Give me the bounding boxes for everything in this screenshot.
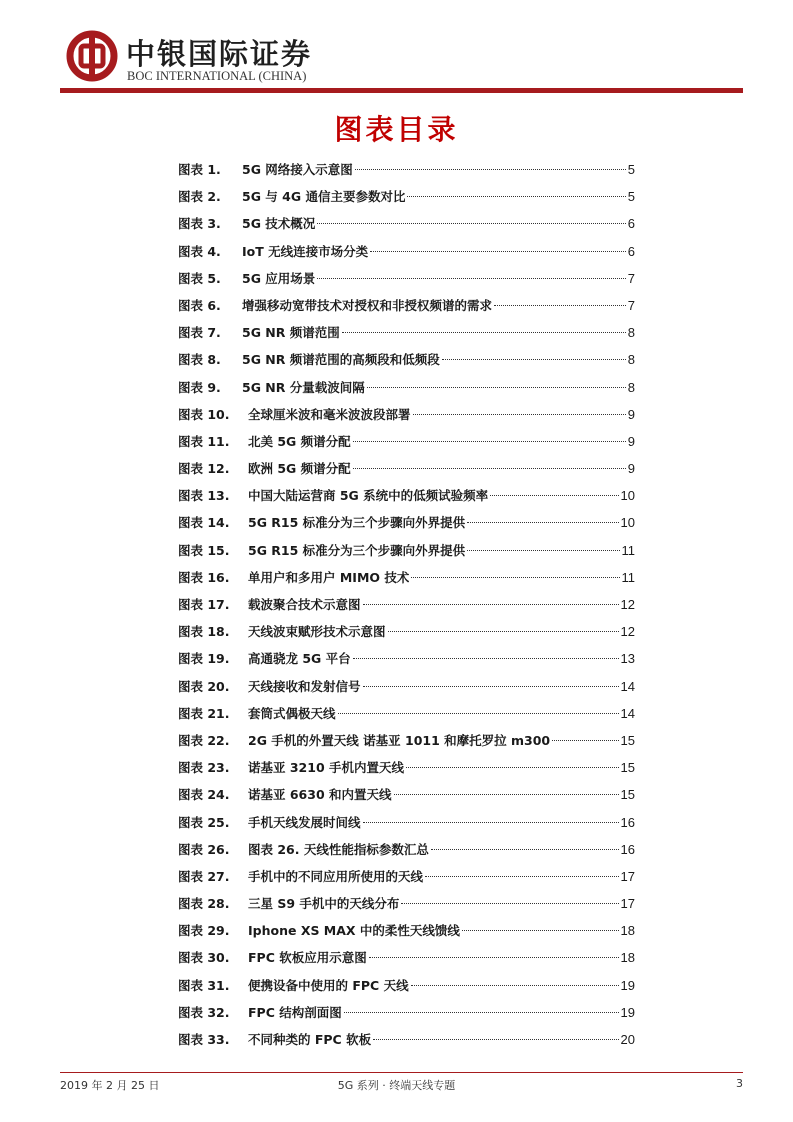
toc-entry[interactable]: [178, 210, 635, 237]
toc-entry-number: 图表 18.: [178, 624, 230, 640]
toc-entry-number: 图表 10.: [178, 406, 230, 422]
toc-entry-page: 6: [627, 216, 635, 232]
toc-entry-page: 14: [620, 678, 635, 694]
toc-entry[interactable]: [178, 890, 635, 917]
toc-entry-number: 图表 32.: [178, 1004, 230, 1020]
toc-entry-title[interactable]: 单用户和多用户 MIMO 技术: [248, 569, 410, 585]
toc-entry[interactable]: [178, 1026, 635, 1053]
toc-entry[interactable]: [178, 754, 635, 781]
toc-entry-page: 13: [620, 651, 635, 667]
footer-series-title: 5G 系列 · 终端天线专题: [337, 1079, 456, 1092]
toc-entry-title[interactable]: 套筒式偶极天线: [248, 705, 336, 721]
toc-entry-number: 图表 33.: [178, 1032, 230, 1047]
toc-entry-title[interactable]: 5G 技术概况: [242, 216, 316, 232]
toc-entry[interactable]: [178, 482, 635, 509]
toc-entry-title[interactable]: 手机中的不同应用所使用的天线: [248, 868, 424, 884]
toc-entry-page: 7: [627, 270, 635, 286]
toc-entry-title[interactable]: FPC 结构剖面图: [248, 1004, 342, 1020]
toc-entry[interactable]: [178, 564, 635, 591]
toc-entry-number: 图表 5.: [178, 270, 221, 286]
toc-entry-title[interactable]: 2G 手机的外置天线 诺基亚 1011 和摩托罗拉 m300: [248, 732, 551, 748]
toc-entry-page: 19: [620, 1004, 635, 1020]
toc-entry[interactable]: [178, 972, 635, 999]
toc-dot-leader: [394, 794, 619, 795]
toc-entry-title[interactable]: 诺基亚 6630 和内置天线: [248, 787, 392, 803]
toc-entry-page: 6: [627, 243, 635, 259]
toc-entry-number: 图表 30.: [178, 950, 230, 966]
toc-entry[interactable]: [178, 999, 635, 1026]
toc-entry-title[interactable]: 北美 5G 频谱分配: [248, 433, 351, 449]
toc-entry-number: 图表 15.: [178, 542, 230, 558]
toc-dot-leader: [425, 876, 619, 877]
toc-entry-number: 图表 29.: [178, 923, 230, 939]
boc-logo-icon: [66, 30, 118, 82]
toc-entry-number: 图表 11.: [178, 433, 230, 449]
toc-entry-title[interactable]: 5G NR 分量载波间隔: [242, 379, 365, 395]
toc-dot-leader: [342, 332, 626, 333]
toc-entry-page: 11: [621, 542, 635, 558]
toc-entry-title[interactable]: 中国大陆运营商 5G 系统中的低频试验频率: [248, 488, 489, 504]
toc-dot-leader: [363, 604, 619, 605]
footer-page-number: 3: [736, 1077, 743, 1090]
toc-dot-leader: [370, 251, 626, 252]
toc-entry-title[interactable]: 5G 与 4G 通信主要参数对比: [242, 189, 406, 205]
toc-entry-title[interactable]: 5G NR 频谱范围的高频段和低频段: [242, 352, 440, 368]
toc-entry-number: 图表 23.: [178, 760, 230, 776]
toc-dot-leader: [369, 957, 619, 958]
toc-dot-leader: [401, 903, 618, 904]
report-header: [66, 30, 746, 92]
toc-dot-leader: [317, 223, 625, 224]
toc-entry-number: 图表 21.: [178, 705, 230, 721]
toc-dot-leader: [431, 849, 619, 850]
toc-entry-number: 图表 26.: [178, 841, 230, 857]
toc-dot-leader: [353, 658, 619, 659]
toc-dot-leader: [411, 985, 619, 986]
toc-entry-number: 图表 7.: [178, 325, 221, 341]
toc-entry[interactable]: [178, 374, 635, 401]
toc-entry-number: 图表 2.: [178, 189, 221, 205]
toc-entry-page: 9: [627, 406, 635, 422]
toc-dot-leader: [494, 305, 626, 306]
toc-entry-number: 图表 6.: [178, 297, 221, 313]
toc-entry-number: 图表 3.: [178, 216, 221, 232]
toc-entry[interactable]: [178, 781, 635, 808]
toc-entry-number: 图表 28.: [178, 896, 230, 912]
toc-dot-leader: [407, 196, 625, 197]
toc-dot-leader: [353, 441, 626, 442]
toc-entry[interactable]: [178, 836, 635, 863]
toc-dot-leader: [363, 822, 619, 823]
toc-entry-title[interactable]: 全球厘米波和毫米波波段部署: [248, 406, 411, 422]
toc-entry-title[interactable]: 诺基亚 3210 手机内置天线: [248, 760, 404, 776]
toc-dot-leader: [490, 495, 618, 496]
toc-entry-title[interactable]: 欧洲 5G 频谱分配: [248, 461, 351, 477]
toc-entry[interactable]: [178, 156, 635, 183]
toc-entry[interactable]: [178, 944, 635, 971]
toc-entry-number: 图表 27.: [178, 868, 230, 884]
toc-dot-leader: [406, 767, 619, 768]
toc-entry[interactable]: [178, 700, 635, 727]
toc-entry-title[interactable]: 5G NR 频谱范围: [242, 325, 340, 341]
toc-entry-title[interactable]: 不同种类的 FPC 软板: [248, 1032, 372, 1047]
toc-dot-leader: [462, 930, 619, 931]
toc-dot-leader: [552, 740, 618, 741]
toc-entry[interactable]: [178, 809, 635, 836]
toc-entry-number: 图表 17.: [178, 597, 230, 612]
toc-entry[interactable]: [178, 401, 635, 428]
toc-entry-number: 图表 1.: [178, 162, 221, 177]
toc-entry[interactable]: [178, 537, 635, 564]
toc-entry-title[interactable]: 增强移动宽带技术对授权和非授权频谱的需求: [242, 297, 493, 313]
toc-entry-number: 图表 13.: [178, 488, 230, 504]
header-divider: [60, 88, 743, 93]
toc-entry-number: 图表 24.: [178, 787, 230, 803]
toc-dot-leader: [442, 359, 626, 360]
toc-entry-page: 10: [620, 488, 635, 504]
toc-dot-leader: [411, 577, 619, 578]
toc-entry-title[interactable]: 5G R15 标准分为三个步骤向外界提供: [248, 542, 466, 558]
toc-entry-page: 17: [620, 896, 635, 912]
toc-entry-title[interactable]: 天线波束赋形技术示意图: [248, 624, 386, 640]
toc-entry-page: 9: [627, 461, 635, 477]
toc-entry-page: 11: [621, 569, 635, 585]
toc-entry[interactable]: [178, 509, 635, 536]
toc-entry[interactable]: [178, 455, 635, 482]
toc-entry-number: 图表 20.: [178, 678, 230, 694]
toc-entry[interactable]: [178, 917, 635, 944]
footer-divider: [60, 1072, 743, 1073]
toc-dot-leader: [363, 686, 619, 687]
toc-entry[interactable]: [178, 645, 635, 672]
page-title: 图表目录: [334, 113, 459, 146]
toc-entry-page: 17: [620, 868, 635, 884]
toc-entry[interactable]: [178, 238, 635, 265]
toc-dot-leader: [355, 169, 626, 170]
toc-entry-number: 图表 12.: [178, 461, 230, 477]
toc-entry[interactable]: [178, 673, 635, 700]
toc-entry-page: 7: [627, 297, 635, 313]
toc-entry-number: 图表 19.: [178, 651, 230, 667]
toc-dot-leader: [317, 278, 625, 279]
toc-entry-title[interactable]: 图表 26. 天线性能指标参数汇总: [248, 841, 429, 857]
toc-dot-leader: [353, 468, 626, 469]
toc-dot-leader: [338, 713, 619, 714]
toc-entry-page: 19: [620, 977, 635, 993]
toc-entry-number: 图表 25.: [178, 814, 230, 830]
toc-entry[interactable]: [178, 319, 635, 346]
toc-dot-leader: [388, 631, 619, 632]
toc-entry-page: 10: [620, 515, 635, 531]
toc-entry-number: 图表 22.: [178, 732, 230, 748]
toc-entry-number: 图表 16.: [178, 569, 230, 585]
toc-entry-page: 16: [620, 814, 635, 830]
toc-entry-page: 8: [627, 352, 635, 368]
toc-dot-leader: [373, 1039, 618, 1040]
toc-entry[interactable]: [178, 428, 635, 455]
toc-entry-page: 15: [620, 732, 635, 748]
toc-entry[interactable]: [178, 292, 635, 319]
toc-entry-page: 8: [627, 325, 635, 341]
toc-entry-title[interactable]: IoT 无线连接市场分类: [242, 243, 369, 259]
toc-entry-page: 20: [620, 1032, 635, 1047]
toc-entry-page: 9: [627, 433, 635, 449]
toc-entry-page: 8: [627, 379, 635, 395]
toc-entry-page: 18: [620, 950, 635, 966]
toc-entry-page: 18: [620, 923, 635, 939]
toc-entry-page: 15: [620, 760, 635, 776]
toc-entry-page: 5: [627, 189, 635, 205]
toc-entry[interactable]: [178, 727, 635, 754]
figure-toc-list: [178, 156, 635, 1053]
toc-dot-leader: [467, 550, 619, 551]
footer-date: 2019 年 2 月 25 日: [60, 1079, 160, 1092]
toc-entry-title[interactable]: 5G R15 标准分为三个步骤向外界提供: [248, 515, 466, 531]
brand-name-en: BOC INTERNATIONAL (CHINA): [127, 69, 307, 83]
toc-entry-page: 5: [627, 162, 635, 177]
toc-entry[interactable]: [178, 591, 635, 618]
toc-entry-number: 图表 8.: [178, 352, 221, 368]
toc-entry-title[interactable]: 高通骁龙 5G 平台: [248, 651, 351, 667]
toc-entry-title[interactable]: FPC 软板应用示意图: [248, 950, 367, 966]
toc-dot-leader: [467, 522, 618, 523]
toc-dot-leader: [344, 1012, 619, 1013]
toc-entry-page: 12: [620, 624, 635, 640]
toc-entry-page: 12: [620, 597, 635, 612]
toc-entry-title[interactable]: 载波聚合技术示意图: [248, 597, 361, 612]
toc-entry-page: 16: [620, 841, 635, 857]
toc-entry[interactable]: [178, 265, 635, 292]
toc-dot-leader: [413, 414, 626, 415]
toc-entry-title[interactable]: 天线接收和发射信号: [248, 678, 361, 694]
toc-entry-title[interactable]: 5G 应用场景: [242, 270, 316, 286]
toc-entry-title[interactable]: 便携设备中使用的 FPC 天线: [248, 977, 409, 993]
toc-entry-title[interactable]: 三星 S9 手机中的天线分布: [248, 896, 400, 912]
toc-entry-number: 图表 14.: [178, 515, 230, 531]
toc-entry-page: 15: [620, 787, 635, 803]
toc-entry[interactable]: [178, 346, 635, 373]
toc-entry[interactable]: [178, 863, 635, 890]
toc-entry[interactable]: [178, 183, 635, 210]
toc-entry[interactable]: [178, 618, 635, 645]
toc-entry-number: 图表 4.: [178, 243, 221, 259]
toc-entry-title[interactable]: 5G 网络接入示意图: [242, 162, 353, 177]
toc-entry-title[interactable]: Iphone XS MAX 中的柔性天线馈线: [248, 923, 460, 939]
toc-entry-title[interactable]: 手机天线发展时间线: [248, 814, 361, 830]
toc-entry-page: 14: [620, 705, 635, 721]
brand-name-cn: 中银国际证券: [126, 37, 313, 71]
toc-entry-number: 图表 31.: [178, 977, 230, 993]
toc-dot-leader: [367, 387, 626, 388]
toc-entry-number: 图表 9.: [178, 379, 221, 395]
